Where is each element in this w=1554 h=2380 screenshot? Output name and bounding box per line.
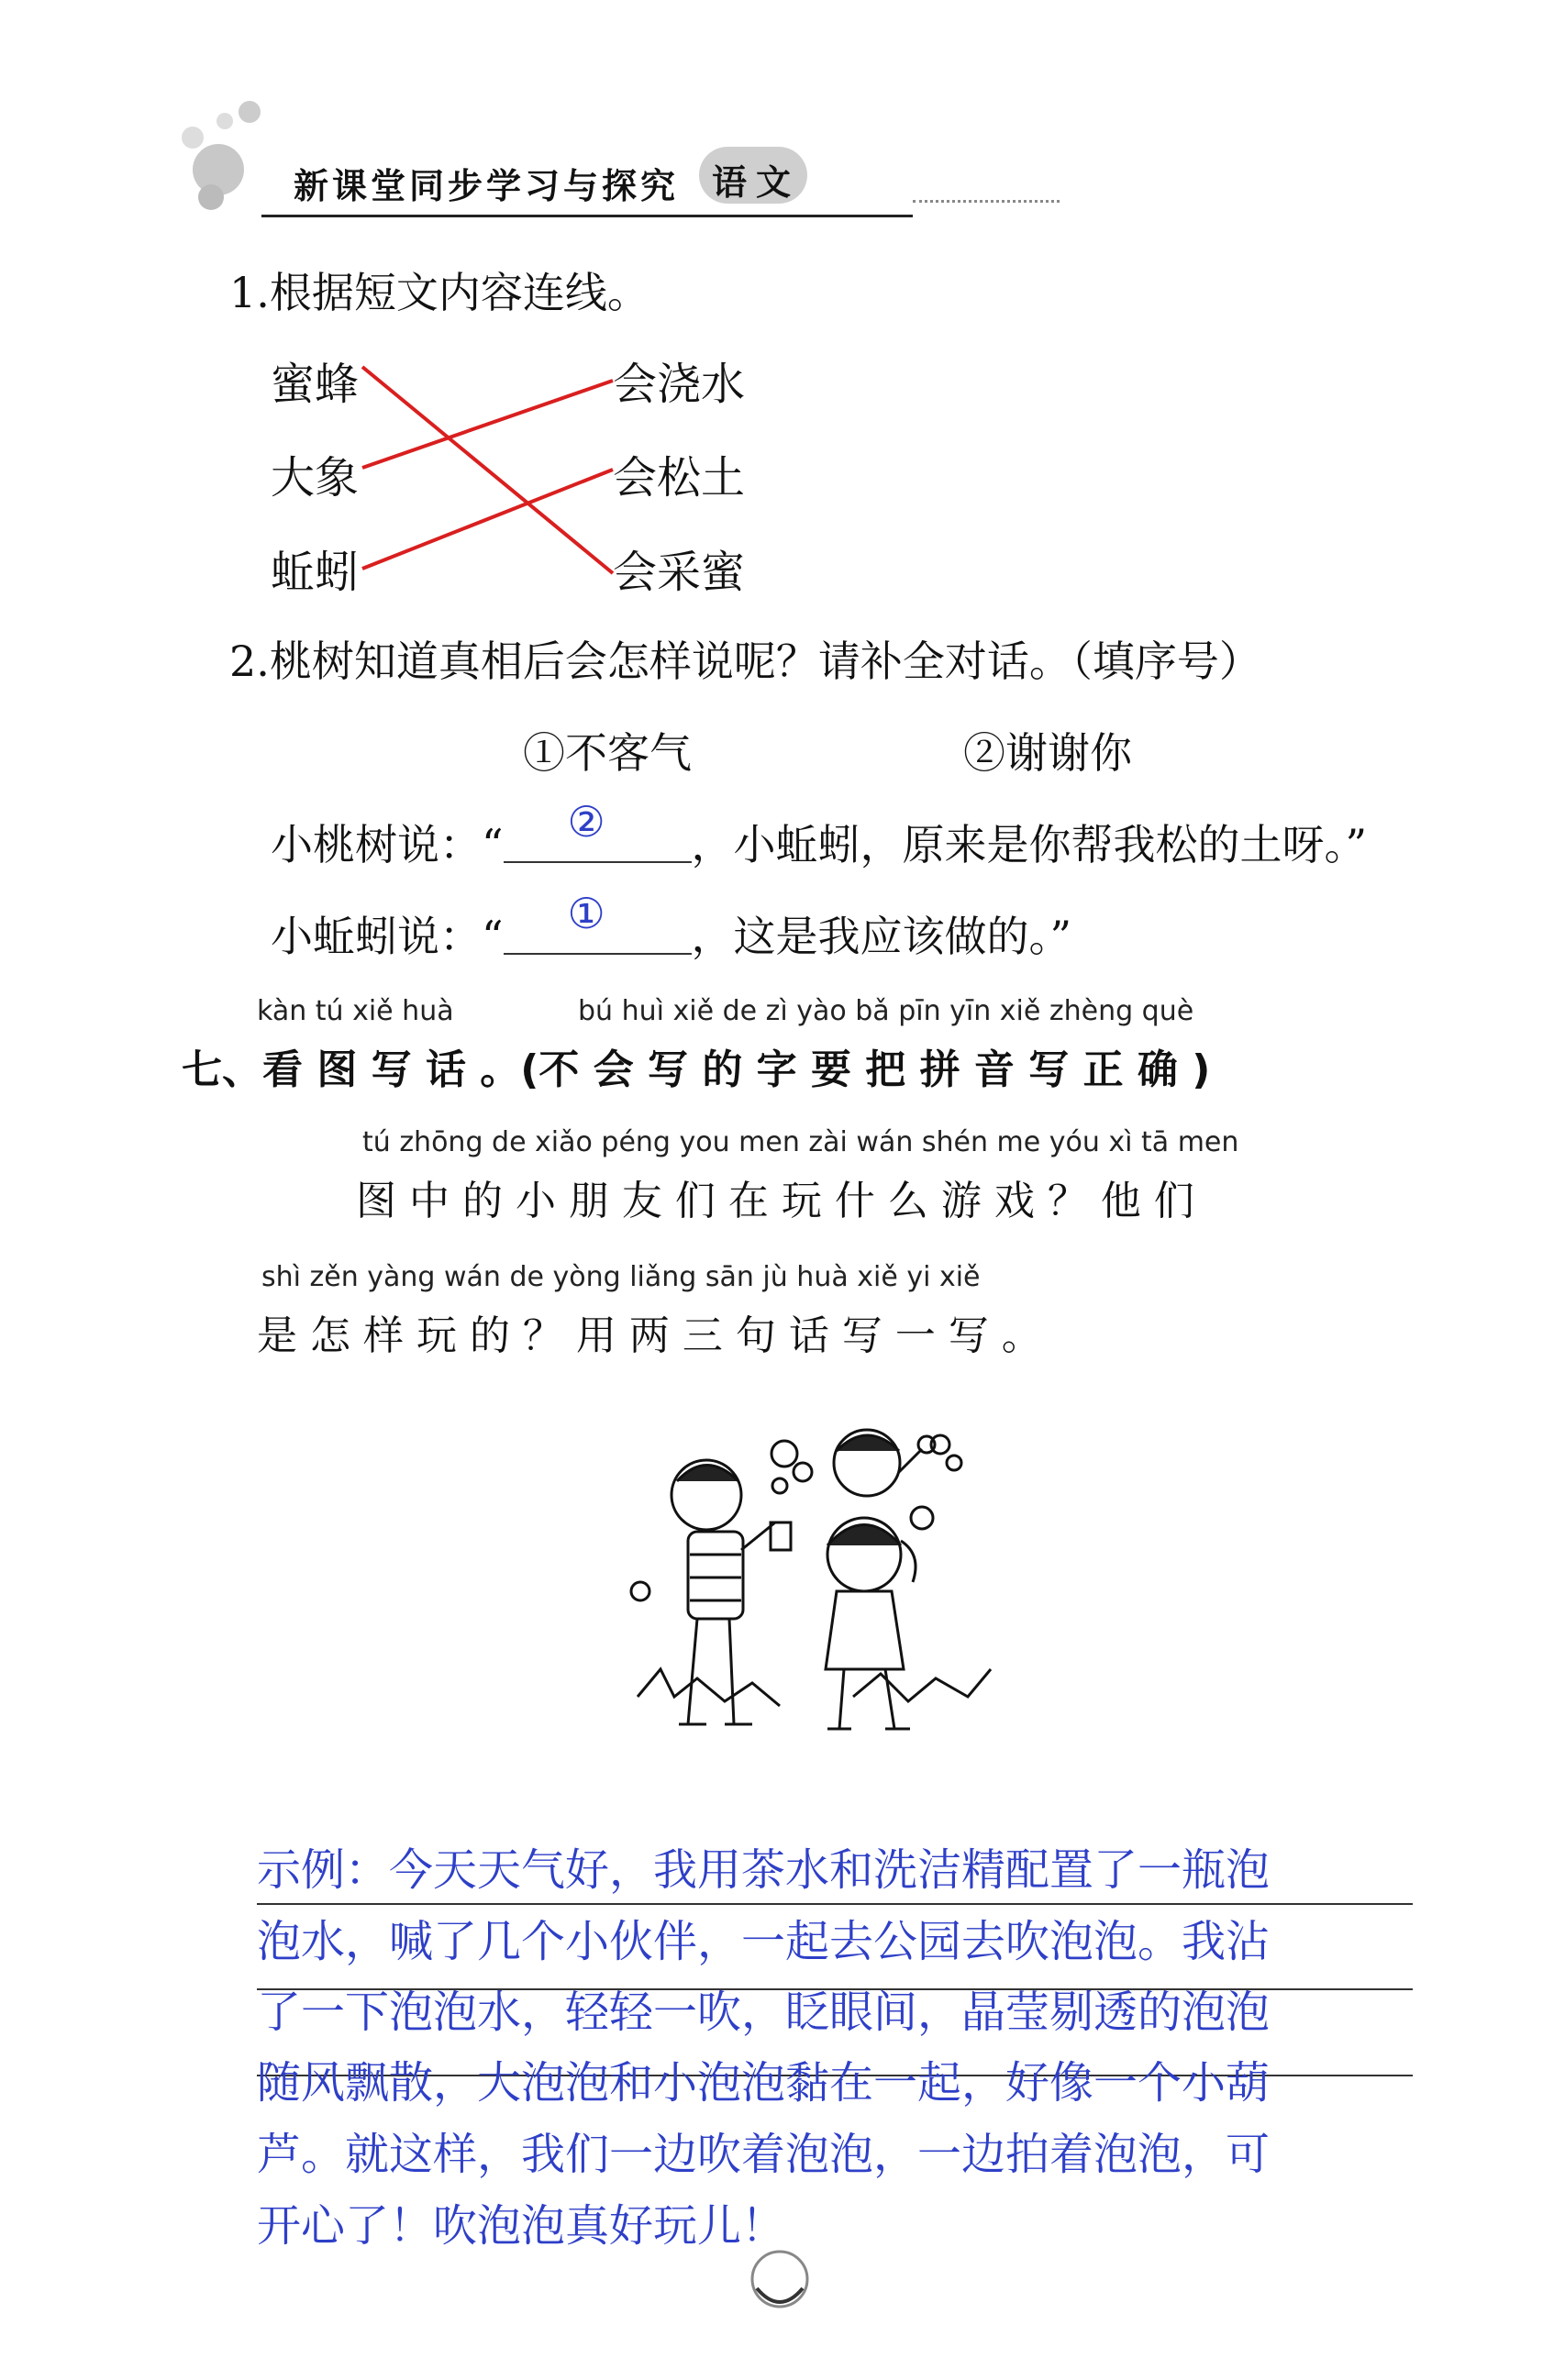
page-number-ornament bbox=[738, 2238, 821, 2320]
section7-pinyin-1: kàn tú xiě huà bbox=[257, 995, 454, 1027]
q1-right-item-2: 会松土 bbox=[613, 452, 746, 504]
q2-dialog-line-1 bbox=[271, 797, 1368, 872]
dialog-2-answer: ① bbox=[567, 889, 605, 938]
q1-left-item-3: 蚯蚓 bbox=[271, 547, 360, 598]
q1-right-item-3: 会采蜜 bbox=[613, 547, 746, 598]
q1-right-item-1: 会浇水 bbox=[613, 359, 746, 410]
header-title: 新课堂同步学习与探究 bbox=[294, 165, 680, 206]
match-line-elephant bbox=[362, 381, 613, 468]
answer-line-1: 示例：今天天气好，我用茶水和洗洁精配置了一瓶泡 bbox=[257, 1844, 1271, 1896]
section7-pinyin-4: shì zěn yàng wán de yòng liǎng sān jù huà xiě yi xiě bbox=[261, 1261, 981, 1293]
dialog-2-blank[interactable] bbox=[504, 889, 692, 955]
dialog-2-suffix: ，这是我应该做的。” bbox=[691, 912, 1072, 961]
q2-option-1: ①不客气 bbox=[523, 728, 692, 778]
q1-left-item-1: 蜜蜂 bbox=[271, 359, 360, 410]
section7-prompt-line-2: 是 怎 样 玩 的 ？ 用 两 三 句 话 写 一 写 。 bbox=[257, 1312, 1042, 1359]
section7-title: 七、看 图 写 话 。(不 会 写 的 字 要 把 拼 音 写 正 确 ) bbox=[182, 1046, 1211, 1093]
answer-line-4: 随风飘散，大泡泡和小泡泡黏在一起，好像一个小葫 bbox=[257, 2057, 1271, 2109]
q2-option-2: ②谢谢你 bbox=[963, 728, 1132, 778]
answer-line-2: 泡水，喊了几个小伙伴，一起去公园去吹泡泡。我沾 bbox=[257, 1916, 1271, 1967]
q1-title: 1.根据短文内容连线。 bbox=[229, 268, 649, 317]
answer-line-5: 芦。就这样，我们一边吹着泡泡，一边拍着泡泡，可 bbox=[257, 2129, 1271, 2180]
dialog-1-prefix: 小桃树说：“ bbox=[271, 820, 504, 869]
section7-pinyin-3: tú zhōng de xiǎo péng you men zài wán shén me yóu xì tā men bbox=[362, 1126, 1239, 1158]
match-line-bee bbox=[362, 367, 613, 573]
q1-left-item-2: 大象 bbox=[271, 452, 360, 504]
answer-line-6: 开心了！吹泡泡真好玩儿！ bbox=[257, 2200, 786, 2252]
q1-matching-lines bbox=[0, 0, 1554, 642]
match-line-earthworm bbox=[362, 470, 613, 569]
section7-pinyin-2: bú huì xiě de zì yào bǎ pīn yīn xiě zhèng què bbox=[578, 995, 1194, 1027]
badge-char-1: 语 bbox=[712, 161, 748, 203]
dialog-2-prefix: 小蚯蚓说：“ bbox=[271, 912, 504, 961]
badge-char-2: 文 bbox=[756, 161, 792, 203]
q2-title: 2.桃树知道真相后会怎样说呢？请补全对话。（填序号） bbox=[229, 637, 1261, 686]
children-blowing-bubbles-illustration bbox=[624, 1394, 1009, 1770]
dialog-1-suffix: ，小蚯蚓，原来是你帮我松的土呀。” bbox=[691, 820, 1368, 869]
q2-dialog-line-2 bbox=[271, 889, 1072, 964]
section7-prompt-line-1: 图 中 的 小 朋 友 们 在 玩 什 么 游 戏 ？ 他 们 bbox=[356, 1178, 1194, 1224]
dialog-1-blank[interactable] bbox=[504, 797, 692, 863]
dialog-1-answer: ② bbox=[567, 797, 605, 847]
answer-line-3: 了一下泡泡水，轻轻一吹，眨眼间，晶莹剔透的泡泡 bbox=[257, 1987, 1271, 2038]
answer-rule-1 bbox=[257, 1903, 1413, 1905]
